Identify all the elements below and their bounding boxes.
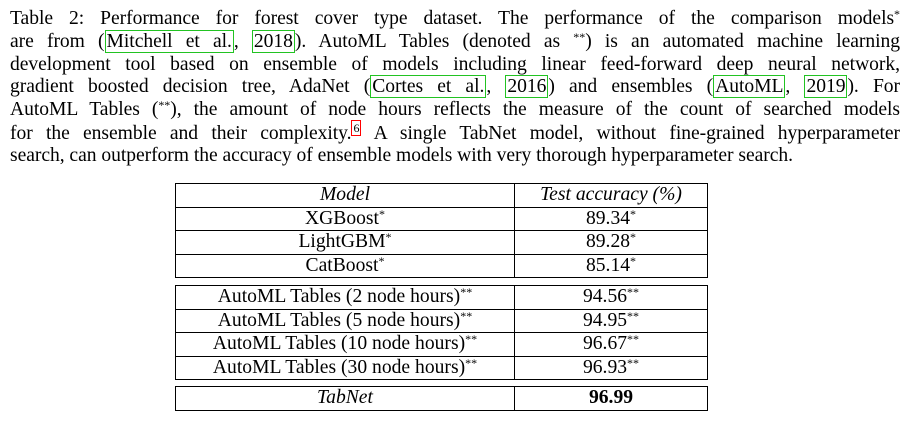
citation-link[interactable]: 2016 <box>507 76 547 98</box>
model-cell <box>176 231 515 254</box>
superscript-marker: ** <box>627 355 640 370</box>
accuracy-cell <box>515 333 707 356</box>
model-name: XGBoost <box>304 207 380 229</box>
citation-link[interactable]: Cortes et al. <box>372 76 485 98</box>
citation-link[interactable]: Mitchell et al. <box>106 30 232 52</box>
accuracy-value: 85.14 <box>585 254 631 276</box>
model-cell <box>176 208 515 231</box>
model-cell <box>176 357 515 380</box>
superscript-marker: * <box>385 230 392 244</box>
superscript-marker: * <box>379 206 386 221</box>
accuracy-cell <box>515 286 707 309</box>
accuracy-value: 89.34 <box>585 207 631 229</box>
superscript-marker: ** <box>460 308 473 323</box>
citation-link[interactable]: 2019 <box>806 76 846 98</box>
table-row <box>176 286 707 310</box>
caption-text: ). AutoML Tables (denoted as <box>294 30 574 52</box>
results-table-group-2 <box>175 285 708 380</box>
model-name: AutoML Tables (30 node hours) <box>212 356 466 378</box>
caption-line <box>10 76 900 99</box>
accuracy-value: 96.93 <box>582 356 628 378</box>
caption-text: A single TabNet model, without fine-grained hyperparameter <box>361 122 900 144</box>
superscript-marker: ** <box>465 332 478 346</box>
accuracy-value: 94.95 <box>582 309 628 331</box>
superscript-marker: ** <box>460 285 473 299</box>
model-name: AutoML Tables (5 node hours) <box>217 309 461 331</box>
caption-text: gradient boosted decision tree, AdaNet ( <box>10 76 371 98</box>
accuracy-cell <box>515 310 707 333</box>
caption-text: for the ensemble and their complexity. <box>10 122 352 144</box>
table-header-row <box>176 184 707 208</box>
accuracy-cell <box>515 255 707 278</box>
caption-text: ). For <box>847 76 901 98</box>
accuracy-cell: 96.99 <box>588 387 634 408</box>
table-row <box>176 357 707 380</box>
model-cell <box>176 333 515 356</box>
caption-text: ) and ensembles ( <box>548 76 714 98</box>
accuracy-value: 94.56 <box>582 286 628 307</box>
table-caption <box>10 8 900 168</box>
superscript-marker: * <box>630 206 637 221</box>
model-cell <box>176 286 515 309</box>
results-table-group-3 <box>175 386 708 411</box>
superscript-marker: ** <box>573 29 586 44</box>
superscript-marker: * <box>378 253 385 268</box>
table-row <box>176 208 707 232</box>
model-name: CatBoost <box>305 254 379 276</box>
table-row <box>176 255 707 278</box>
footnote-link[interactable]: 6 <box>353 120 360 135</box>
accuracy-value: 96.67 <box>582 333 628 354</box>
table-row <box>176 387 707 410</box>
accuracy-cell <box>515 357 707 380</box>
superscript-marker: ** <box>627 285 640 299</box>
model-name: LightGBM <box>298 231 386 252</box>
model-name: AutoML Tables (10 node hours) <box>212 333 466 354</box>
column-header-accuracy: Test accuracy (%) <box>540 184 682 205</box>
accuracy-cell <box>515 231 707 254</box>
superscript-marker: ** <box>627 332 640 346</box>
accuracy-value: 89.28 <box>585 231 631 252</box>
caption-text: ) is an automated machine learning <box>585 30 901 52</box>
superscript-marker: * <box>894 7 900 21</box>
table-row <box>176 310 707 334</box>
caption-text: ), the amount of node hours reflects the measure of the count of searched models <box>170 99 900 121</box>
table-row <box>176 333 707 357</box>
caption-text: , <box>486 76 506 98</box>
caption-line: search, can outperform the accuracy of ensemble models with very thorough hyperparameter search. <box>10 144 793 166</box>
caption-line <box>10 122 900 145</box>
superscript-marker: ** <box>158 98 171 113</box>
caption-line: development tool based on ensemble of models including linear feed-forward deep neural network, <box>10 53 900 75</box>
caption-text: Table 2: Performance for forest cover type dataset. The performance of the comparison models <box>10 8 895 29</box>
caption-line <box>10 8 900 31</box>
superscript-marker: ** <box>465 355 478 370</box>
caption-line <box>10 31 900 54</box>
model-cell: TabNet <box>176 387 515 410</box>
caption-text: are from ( <box>10 30 105 52</box>
results-table-group-1 <box>175 183 708 278</box>
model-name: AutoML Tables (2 node hours) <box>217 286 461 307</box>
caption-text: , <box>785 76 805 98</box>
superscript-marker: * <box>630 230 637 244</box>
caption-text: AutoML Tables ( <box>10 99 159 121</box>
accuracy-cell <box>515 208 707 231</box>
caption-line <box>10 99 900 122</box>
citation-link[interactable]: AutoML <box>715 76 784 98</box>
model-cell <box>176 255 515 278</box>
citation-link[interactable]: 2018 <box>253 30 293 52</box>
superscript-marker: * <box>630 253 637 268</box>
model-cell <box>176 310 515 333</box>
superscript-marker: ** <box>627 308 640 323</box>
caption-text: , <box>233 30 252 52</box>
column-header-model: Model <box>176 184 515 207</box>
table-row <box>176 231 707 255</box>
